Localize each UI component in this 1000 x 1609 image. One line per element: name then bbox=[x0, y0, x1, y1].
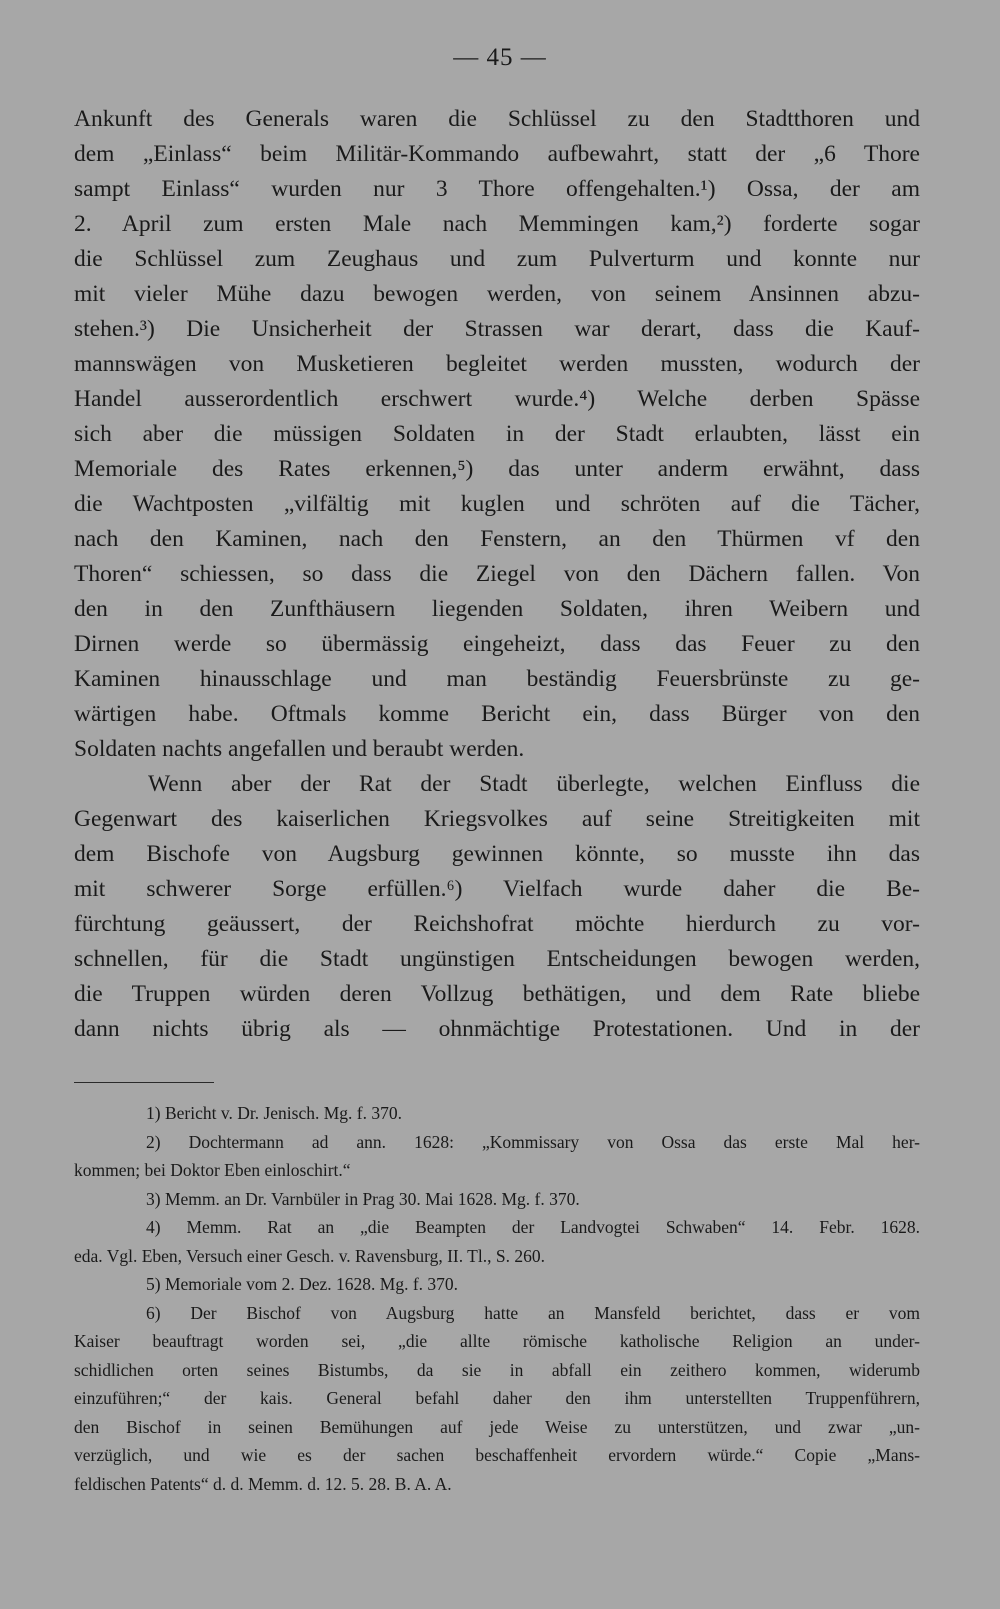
footnote-line: 4) Memm. Rat an „die Beampten der Landvogtei Schwaben“ 14. Febr. 1628. bbox=[146, 1217, 920, 1237]
body-line: sich aber die müssigen Soldaten in der Stadt erlaubten, lässt ein bbox=[74, 421, 920, 447]
footnote-line: Kaiser beauftragt worden sei, „die allte römische katholische Religion an under- bbox=[74, 1331, 920, 1351]
footnote-line: 5) Memoriale vom 2. Dez. 1628. Mg. f. 370. bbox=[146, 1274, 459, 1294]
page-number: — 45 — bbox=[453, 44, 547, 71]
body-line: Handel ausserordentlich erschwert wurde.⁴) Welche derben Spässe bbox=[74, 386, 920, 412]
body-line: Dirnen werde so übermässig eingeheizt, dass das Feuer zu den bbox=[74, 631, 920, 657]
body-line: sampt Einlass“ wurden nur 3 Thore offengehalten.¹) Ossa, der am bbox=[74, 176, 920, 202]
body-line: mannswägen von Musketieren begleitet werden mussten, wodurch der bbox=[74, 351, 920, 377]
footnote-line: 3) Memm. an Dr. Varnbüler in Prag 30. Mai 1628. Mg. f. 370. bbox=[146, 1188, 580, 1209]
footnote-line: 2) Dochtermann ad ann. 1628: „Kommissary von Ossa das erste Mal her- bbox=[146, 1131, 920, 1152]
body-line: Thoren“ schiessen, so dass die Ziegel von den Dächern fallen. Von bbox=[74, 561, 920, 587]
body-line: fürchtung geäussert, der Reichshofrat möchte hierdurch zu vor- bbox=[74, 911, 920, 937]
body-line: die Schlüssel zum Zeughaus und zum Pulverturm und konnte nur bbox=[74, 246, 920, 272]
body-line: nach den Kaminen, nach den Fenstern, an den Thürmen vf den bbox=[74, 526, 920, 552]
body-line: Kaminen hinausschlage und man beständig Feuersbrünste zu ge- bbox=[74, 666, 920, 692]
body-line: mit schwerer Sorge erfüllen.⁶) Vielfach wurde daher die Be- bbox=[74, 876, 920, 902]
body-line: die Truppen würden deren Vollzug bethätigen, und dem Rate bliebe bbox=[74, 981, 920, 1007]
footnote-line: 6) Der Bischof von Augsburg hatte an Mansfeld berichtet, dass er vom bbox=[146, 1302, 920, 1323]
footnote-line: verzüglich, und wie es der sachen beschaffenheit ervordern würde.“ Copie „Mans- bbox=[74, 1445, 920, 1465]
footnote-line: kommen; bei Doktor Eben einloschirt.“ bbox=[74, 1160, 351, 1180]
footnote-line: einzuführen;“ der kais. General befahl daher den ihm unterstellten Truppenführern, bbox=[74, 1388, 920, 1408]
body-line: dem Bischofe von Augsburg gewinnen könnte, so musste ihn das bbox=[74, 841, 920, 867]
body-line: mit vieler Mühe dazu bewogen werden, von seinem Ansinnen abzu- bbox=[74, 281, 920, 307]
body-line: 2. April zum ersten Male nach Memmingen kam,²) forderte sogar bbox=[74, 211, 920, 237]
footnote-separator bbox=[74, 1082, 214, 1083]
body-line: die Wachtposten „vilfältig mit kuglen und schröten auf die Tächer, bbox=[74, 491, 920, 517]
body-line: wärtigen habe. Oftmals komme Bericht ein, dass Bürger von den bbox=[74, 701, 920, 727]
body-line: den in den Zunfthäusern liegenden Soldaten, ihren Weibern und bbox=[74, 596, 920, 622]
body-line: Ankunft des Generals waren die Schlüssel zu den Stadtthoren und bbox=[74, 106, 920, 132]
footnote-line: schidlichen orten seines Bistumbs, da sie in abfall ein zeithero kommen, widerumb bbox=[74, 1359, 920, 1380]
footnote-line: den Bischof in seinen Bemühungen auf jede Weise zu unterstützen, und zwar „un- bbox=[74, 1416, 920, 1437]
body-line: Soldaten nachts angefallen und beraubt werden. bbox=[74, 736, 525, 762]
footnote-line: feldischen Patents“ d. d. Memm. d. 12. 5. 28. B. A. A. bbox=[74, 1473, 452, 1494]
body-line: dann nichts übrig als — ohnmächtige Protestationen. Und in der bbox=[74, 1016, 920, 1042]
body-line: stehen.³) Die Unsicherheit der Strassen war derart, dass die Kauf- bbox=[74, 316, 920, 342]
footnote-line: eda. Vgl. Eben, Versuch einer Gesch. v. Ravensburg, II. Tl., S. 260. bbox=[74, 1245, 545, 1266]
footnote-line: 1) Bericht v. Dr. Jenisch. Mg. f. 370. bbox=[146, 1103, 402, 1123]
body-line: schnellen, für die Stadt ungünstigen Entscheidungen bewogen werden, bbox=[74, 946, 920, 972]
body-line: Wenn aber der Rat der Stadt überlegte, welchen Einfluss die bbox=[148, 771, 920, 797]
body-line: dem „Einlass“ beim Militär-Kommando aufbewahrt, statt der „6 Thore bbox=[74, 141, 920, 167]
footnotes bbox=[74, 1099, 920, 1498]
body-text bbox=[74, 102, 920, 1047]
body-line: Memoriale des Rates erkennen,⁵) das unter anderm erwähnt, dass bbox=[74, 456, 920, 482]
body-line: Gegenwart des kaiserlichen Kriegsvolkes auf seine Streitigkeiten mit bbox=[74, 806, 920, 832]
